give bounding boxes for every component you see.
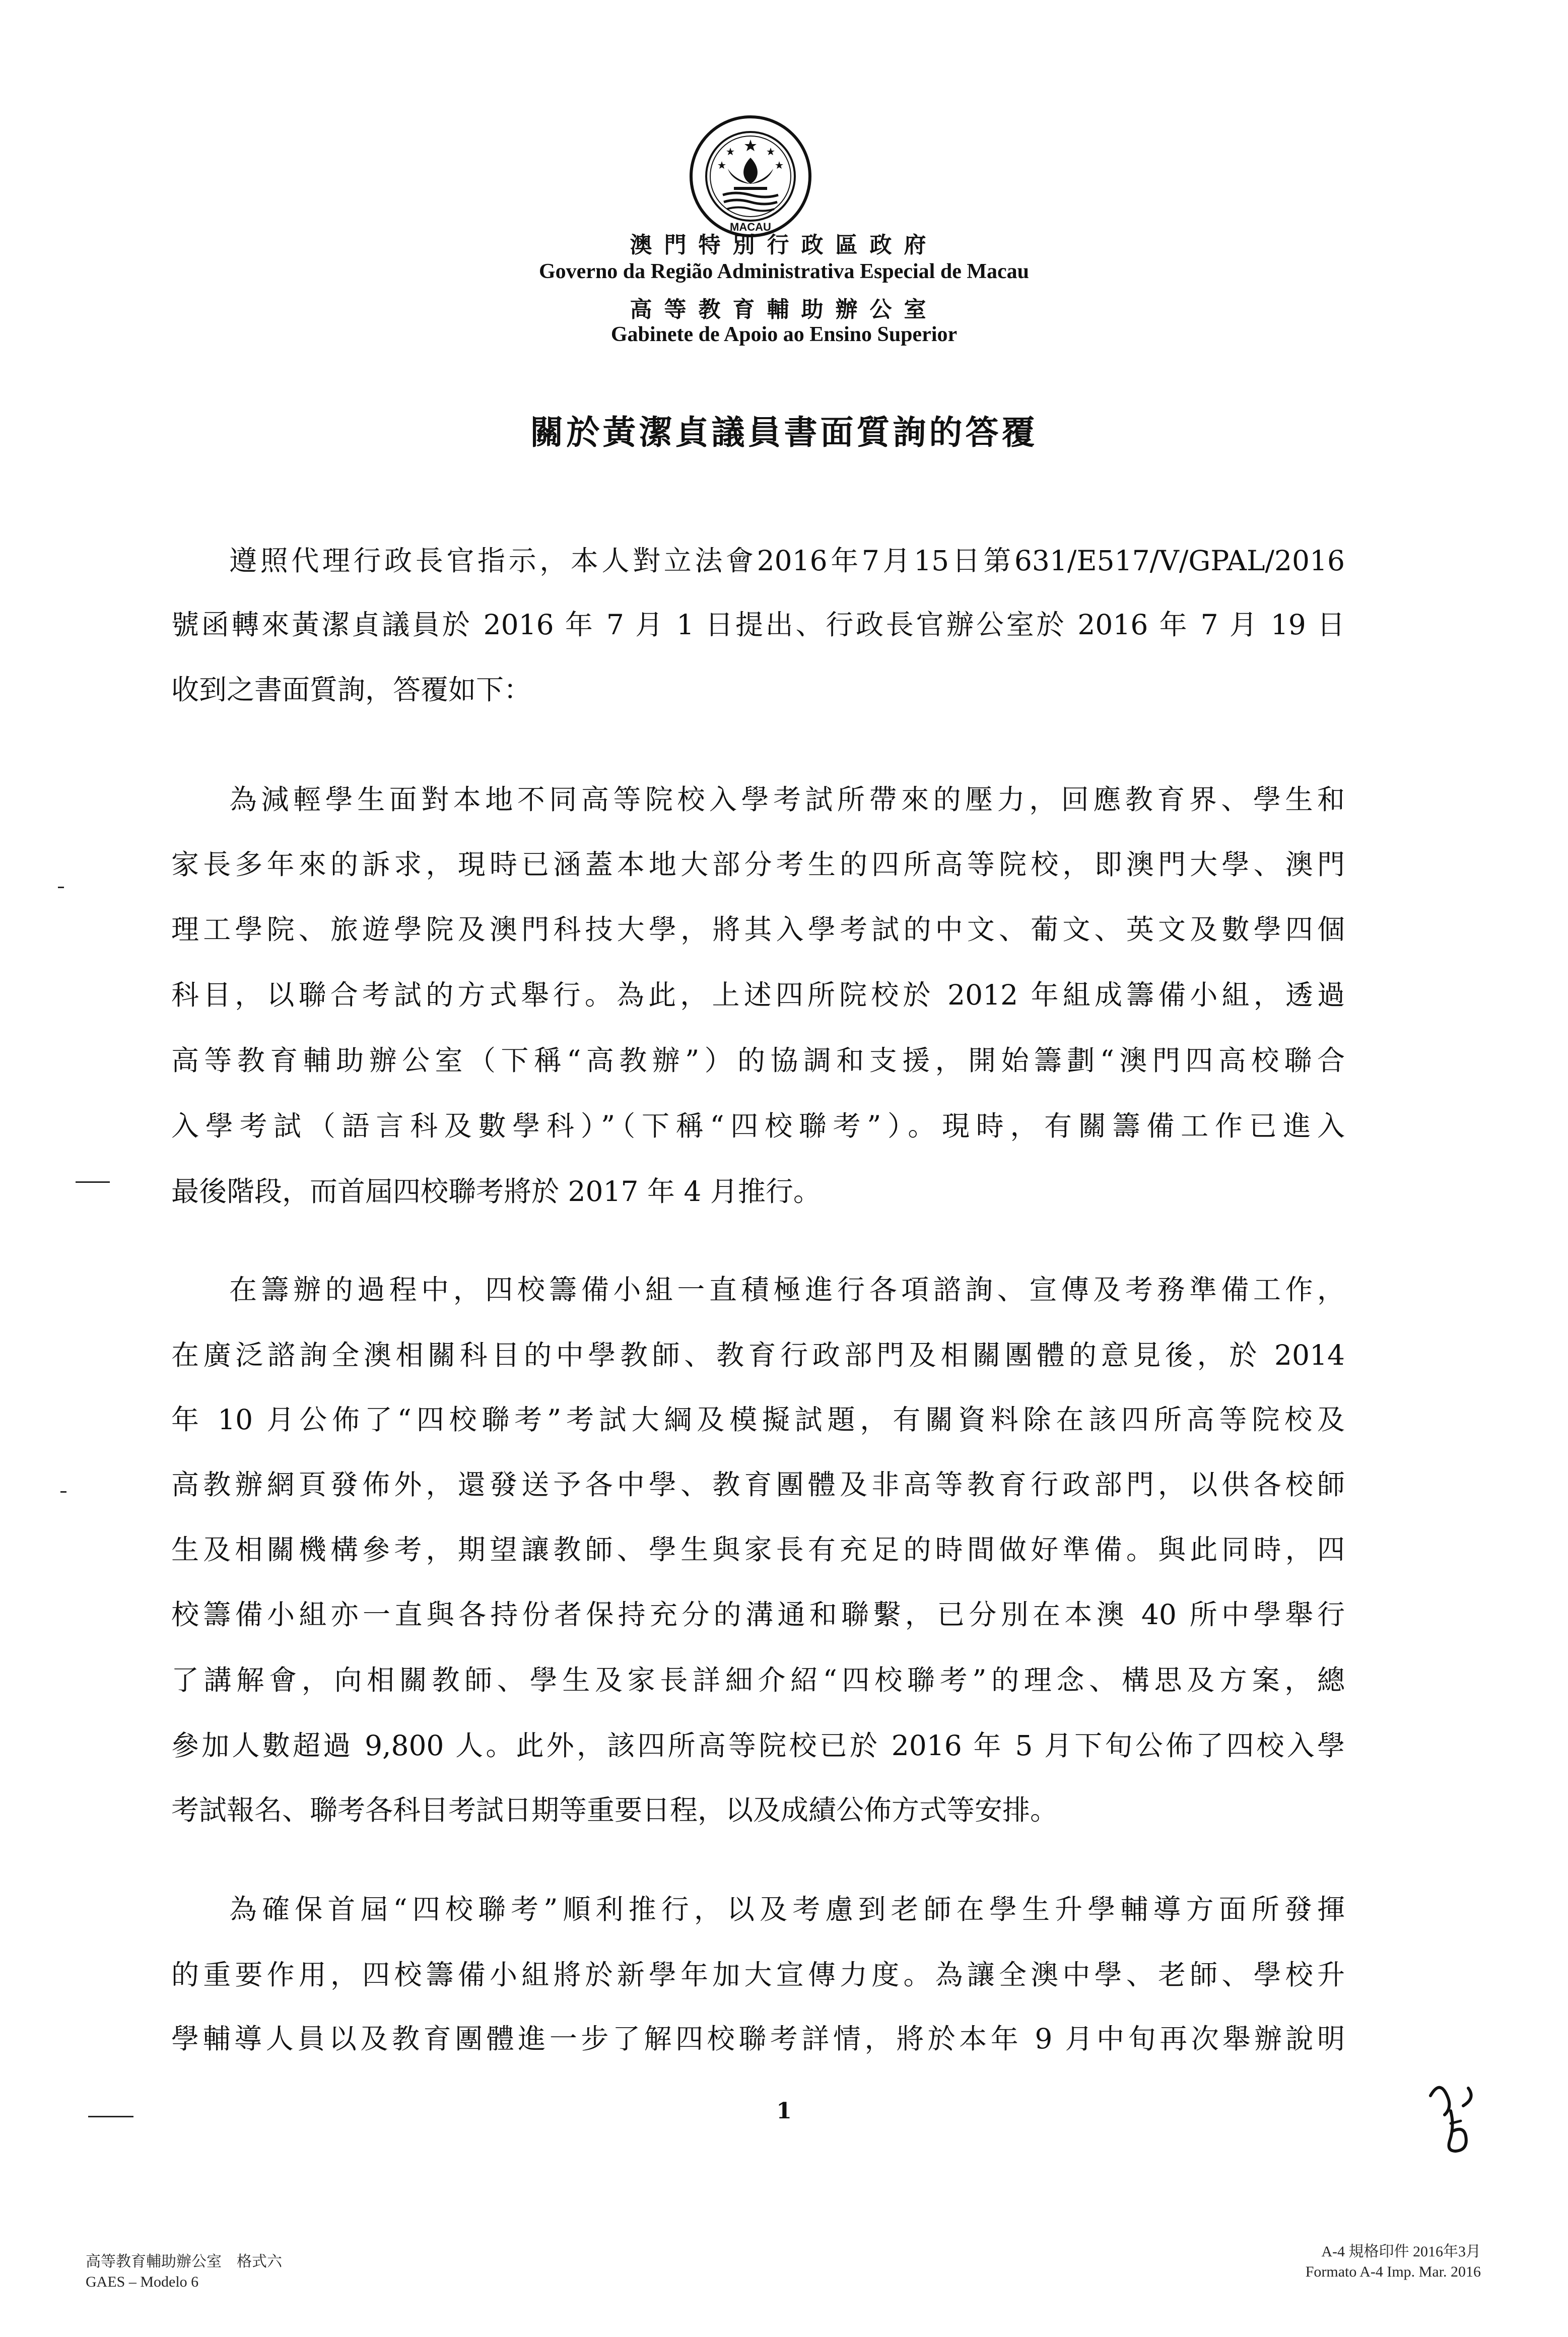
footer-form-zh: 高等教育輔助辦公室 格式六 [86,2253,282,2270]
paragraph-line: 收到之書面質詢，答覆如下： [171,674,532,706]
margin-mark [76,1181,110,1183]
gov-name-zh: 澳門特別行政區政府 [630,232,938,258]
initials-signature-icon [1420,2076,1491,2161]
paragraph-line: 在廣泛諮詢全澳相關科目的中學教師、教育行政部門及相關團體的意見後，於 2014 [171,1339,1345,1371]
office-name-pt: Gabinete de Apoio ao Ensino Superior [610,323,958,346]
macau-sar-emblem-icon [688,113,813,239]
paragraph-line: 入學考試（語言科及數學科）”（下稱“四校聯考”）。現時，有關籌備工作已進入 [171,1110,1345,1142]
paragraph-line: 理工學院、旅遊學院及澳門科技大學，將其入學考試的中文、葡文、英文及數學四個 [171,913,1345,946]
paragraph-line: 參加人數超過 9,800 人。此外，該四所高等院校已於 2016 年 5 月下旬公佈了四校入學 [171,1729,1345,1762]
paragraph-line: 高等教育輔助辦公室（下稱“高教辦”）的協調和支援，開始籌劃“澳門四高校聯合 [171,1044,1345,1077]
margin-mark [60,1491,66,1493]
paragraph-line: 在籌辦的過程中，四校籌備小組一直積極進行各項諮詢、宣傳及考務準備工作， [229,1274,1345,1306]
margin-mark [58,887,64,888]
paragraph-line: 高教辦網頁發佈外，還發送予各中學、教育團體及非高等教育行政部門，以供各校師 [171,1468,1345,1501]
paragraph-line: 校籌備小組亦一直與各持份者保持充分的溝通和聯繫，已分別在本澳 40 所中學舉行 [171,1598,1345,1631]
paragraph-line: 最後階段，而首屆四校聯考將於 2017 年 4 月推行。 [171,1175,821,1208]
paragraph-line: 考試報名、聯考各科目考試日期等重要日程，以及成績公佈方式等安排。 [171,1794,1058,1826]
gov-name-pt: Governo da Região Administrativa Especial de Macau [539,260,1029,283]
paragraph-line: 生及相關機構參考，期望讓教師、學生與家長有充足的時間做好準備。與此同時，四 [171,1533,1345,1566]
paragraph-line: 科目，以聯合考試的方式舉行。為此，上述四所院校於 2012 年組成籌備小組，透過 [171,979,1345,1011]
paragraph-line: 為減輕學生面對本地不同高等院校入學考試所帶來的壓力，回應教育界、學生和 [229,783,1345,816]
office-name-zh: 高等教育輔助辦公室 [630,297,938,322]
paragraph-line: 家長多年來的訴求，現時已涵蓋本地大部分考生的四所高等院校，即澳門大學、澳門 [171,848,1345,881]
emblem-text: MACAU [730,221,771,233]
footer-format-pt: Formato A-4 Imp. Mar. 2016 [1305,2263,1481,2280]
footer-format-zh: A-4 規格印件 2016年3月 [1321,2243,1481,2260]
paragraph-line: 號函轉來黃潔貞議員於 2016 年 7 月 1 日提出、行政長官辦公室於 2016 年 7 月 19 日 [171,609,1345,641]
page-number: 1 [776,2098,792,2124]
document-title: 關於黃潔貞議員書面質詢的答覆 [530,413,1038,452]
footer-form-pt: GAES – Modelo 6 [86,2274,199,2290]
paragraph-line: 為確保首屆“四校聯考”順利推行，以及考慮到老師在學生升學輔導方面所發揮 [229,1893,1345,1925]
paragraph-line: 遵照代理行政長官指示，本人對立法會2016年7月15日第631/E517/V/GPAL/2016 [229,545,1345,577]
paragraph-line: 學輔導人員以及教育團體進一步了解四校聯考詳情，將於本年 9 月中旬再次舉辦說明 [171,2023,1345,2055]
paragraph-line: 的重要作用，四校籌備小組將於新學年加大宣傳力度。為讓全澳中學、老師、學校升 [171,1959,1345,1991]
paragraph-line: 了講解會，向相關教師、學生及家長詳細介紹“四校聯考”的理念、構思及方案，總 [171,1664,1345,1696]
paragraph-line: 年 10 月公佈了“四校聯考”考試大綱及模擬試題，有關資料除在該四所高等院校及 [171,1404,1345,1436]
